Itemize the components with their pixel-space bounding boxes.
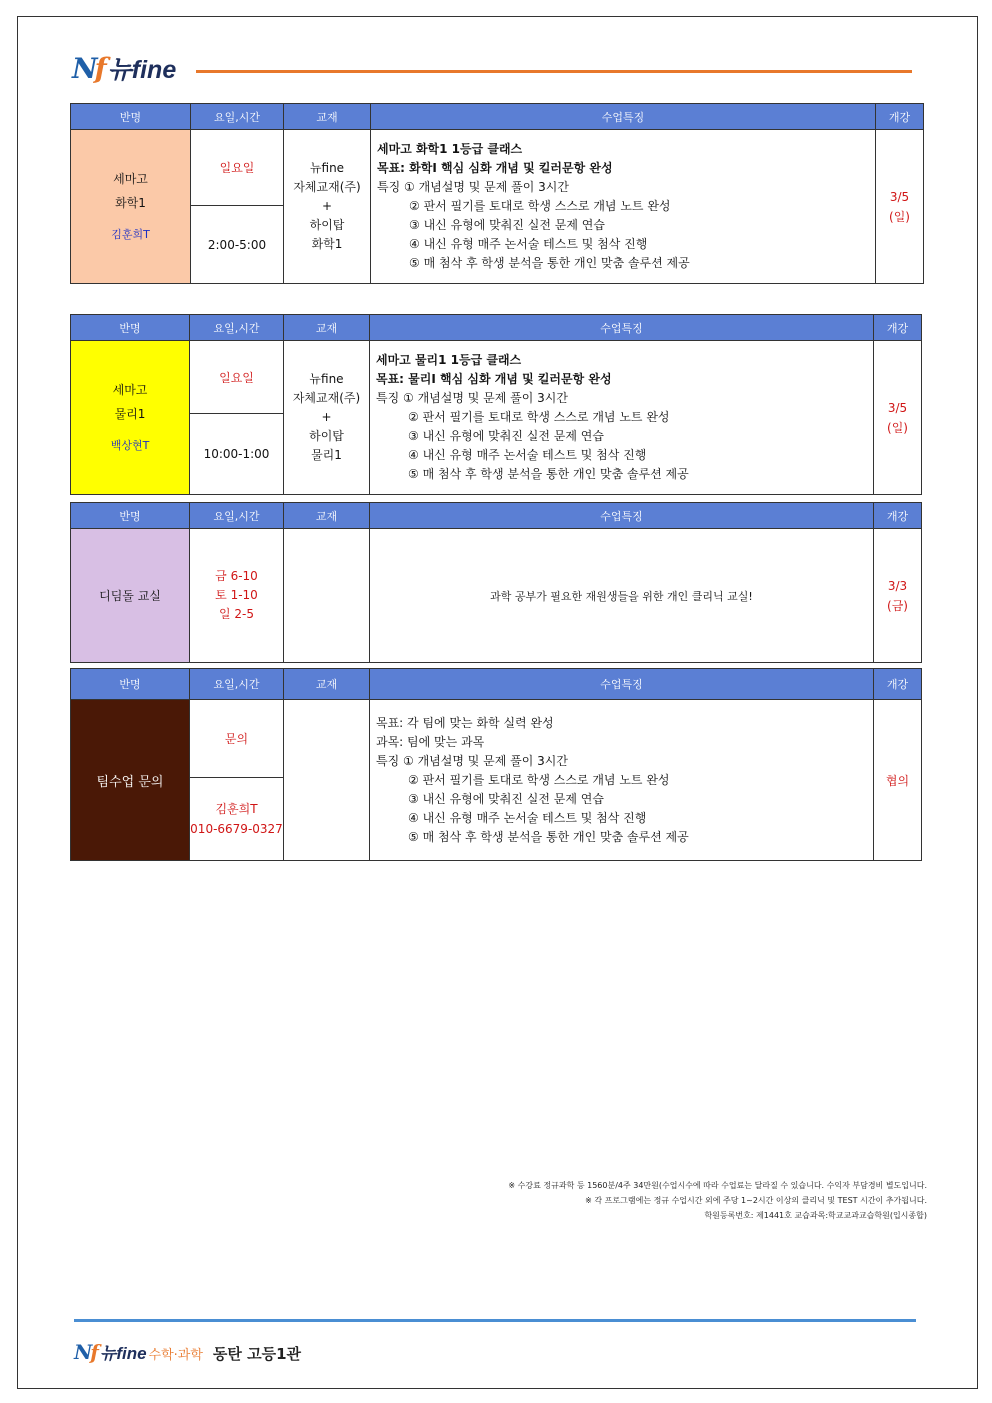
class-goal: 목표: 물리Ⅰ 핵심 심화 개념 및 킬러문항 완성: [376, 372, 612, 386]
class-title: 세마고 화학1 1등급 클래스: [377, 142, 523, 156]
class-name-cell: 디딤돌 교실: [71, 529, 190, 663]
col-header-features: 수업특징: [370, 503, 874, 529]
col-header-start: 개강: [874, 669, 922, 700]
features-cell: 세마고 물리1 1등급 클래스 목표: 물리Ⅰ 핵심 심화 개념 및 킬러문항 완성 특징 ① 개념설명 및 문제 풀이 3시간 ② 판서 필기를 토대로 학생 스스로 개념 노트 완성 ③ 내신 유형에 맞춰진 실전 문제 연습 ④ 내신 유형 매주 논서술 테스트 및 첨삭 진행 ⑤ 매 첨삭 후 학생 분석을 통한 개인 맞춤 솔루션 제공: [370, 341, 874, 495]
col-header-textbook: 교재: [284, 315, 370, 341]
start-date-cell: 3/5 (일): [874, 341, 922, 495]
textbook-cell: 뉴fine 자체교재(주) + 하이탑 화학1: [284, 130, 371, 284]
footer-branch: 동탄 고등1관: [212, 1345, 302, 1363]
footer-brand-name: 뉴fine: [99, 1344, 147, 1363]
col-header-start: 개강: [876, 104, 924, 130]
features-cell: 세마고 화학1 1등급 클래스 목표: 화학Ⅰ 핵심 심화 개념 및 킬러문항 완성 특징 ① 개념설명 및 문제 풀이 3시간 ② 판서 필기를 토대로 학생 스스로 개념 노트 완성 ③ 내신 유형에 맞춰진 실전 문제 연습 ④ 내신 유형 매주 논서술 테스트 및 첨삭 진행 ⑤ 매 첨삭 후 학생 분석을 통한 개인 맞춤 솔루션 제공: [371, 130, 876, 284]
col-header-schedule: 요일,시간: [190, 315, 284, 341]
col-header-textbook: 교재: [284, 503, 370, 529]
col-header-textbook: 교재: [284, 669, 370, 700]
contact-cell: [190, 778, 284, 861]
teacher-name: 김훈희T: [111, 227, 150, 241]
logo-mark-icon: Nf: [72, 52, 104, 85]
teacher-name: 백상현T: [110, 438, 150, 452]
class-name-cell: 세마고 물리1 백상현T: [71, 341, 190, 495]
class-name-cell: 세마고 화학1 김훈희T: [71, 130, 191, 284]
class-title: 세마고 물리1 1등급 클래스: [376, 353, 522, 367]
col-header-name: 반명: [71, 104, 191, 130]
class-table-physics: [70, 314, 922, 495]
col-header-start: 개강: [874, 503, 922, 529]
class-time: 10:00-1:00: [190, 414, 284, 495]
footer-subjects: 수학·과학: [148, 1348, 203, 1363]
class-table-team: [70, 668, 922, 861]
col-header-features: 수업특징: [370, 669, 874, 700]
col-header-name: 반명: [71, 503, 190, 529]
footer-brand: [74, 1336, 301, 1362]
class-day: 일요일: [190, 341, 284, 414]
col-header-textbook: 교재: [284, 104, 371, 130]
header-divider: [196, 70, 912, 73]
col-header-name: 반명: [71, 669, 190, 700]
col-header-start: 개강: [874, 315, 922, 341]
col-header-schedule: 요일,시간: [190, 503, 284, 529]
class-name-cell: 팀수업 문의: [71, 700, 190, 861]
start-date-cell: 3/3 (금): [874, 529, 922, 663]
brand-name: 뉴fine: [107, 56, 177, 84]
col-header-name: 반명: [71, 315, 190, 341]
contact-name: 김훈희T: [215, 802, 258, 816]
col-header-schedule: 요일,시간: [190, 669, 284, 700]
class-subject: 과목: 팀에 맞는 과목: [376, 734, 485, 749]
schedule-cell: 금 6-10 토 1-10 일 2-5: [190, 529, 284, 663]
fee-notes: ※ 수강료 정규과학 등 1560분/4주 34만원(수업시수에 따라 수업료는 달라질 수 있습니다. 수익자 부담경비 별도입니다. ※ 각 프로그램에는 정규 수업시간 외에 주당 1~2시간 이상의 클리닉 및 TEST 시간이 추가됩니다. 학원등록번호: 제1441호 교습과목:학교교과교습학원(입시종합): [508, 1181, 927, 1220]
class-time: 2:00-5:00: [191, 206, 284, 284]
textbook-cell: [284, 529, 370, 663]
col-header-features: 수업특징: [371, 104, 876, 130]
contact-phone: 010-6679-0327: [190, 822, 283, 836]
col-header-schedule: 요일,시간: [191, 104, 284, 130]
logo-mark-icon: Nf: [74, 1340, 97, 1364]
inquiry-label: 문의: [190, 700, 284, 778]
start-date-cell: 협의: [874, 700, 922, 861]
class-table-clinic: [70, 502, 922, 663]
start-date-cell: 3/5 (일): [876, 130, 924, 284]
class-description: 과학 공부가 필요한 재원생들을 위한 개인 클리닉 교실!: [370, 529, 874, 663]
class-goal: 목표: 화학Ⅰ 핵심 심화 개념 및 킬러문항 완성: [377, 161, 613, 175]
features-cell: 목표: 각 팀에 맞는 화학 실력 완성 과목: 팀에 맞는 과목 특징 ① 개념설명 및 문제 풀이 3시간 ② 판서 필기를 토대로 학생 스스로 개념 노트 완성 ③ 내신 유형에 맞춰진 실전 문제 연습 ④ 내신 유형 매주 논서술 테스트 및 첨삭 진행 ⑤ 매 첨삭 후 학생 분석을 통한 개인 맞춤 솔루션 제공: [370, 700, 874, 861]
class-table-chemistry: [70, 103, 924, 284]
col-header-features: 수업특징: [370, 315, 874, 341]
brand-logo: [72, 47, 176, 83]
footer-divider: [74, 1319, 916, 1322]
textbook-cell: 뉴fine 자체교재(주) + 하이탑 물리1: [284, 341, 370, 495]
class-goal: 목표: 각 팀에 맞는 화학 실력 완성: [376, 715, 554, 730]
textbook-cell: [284, 700, 370, 861]
class-day: 일요일: [191, 130, 284, 206]
